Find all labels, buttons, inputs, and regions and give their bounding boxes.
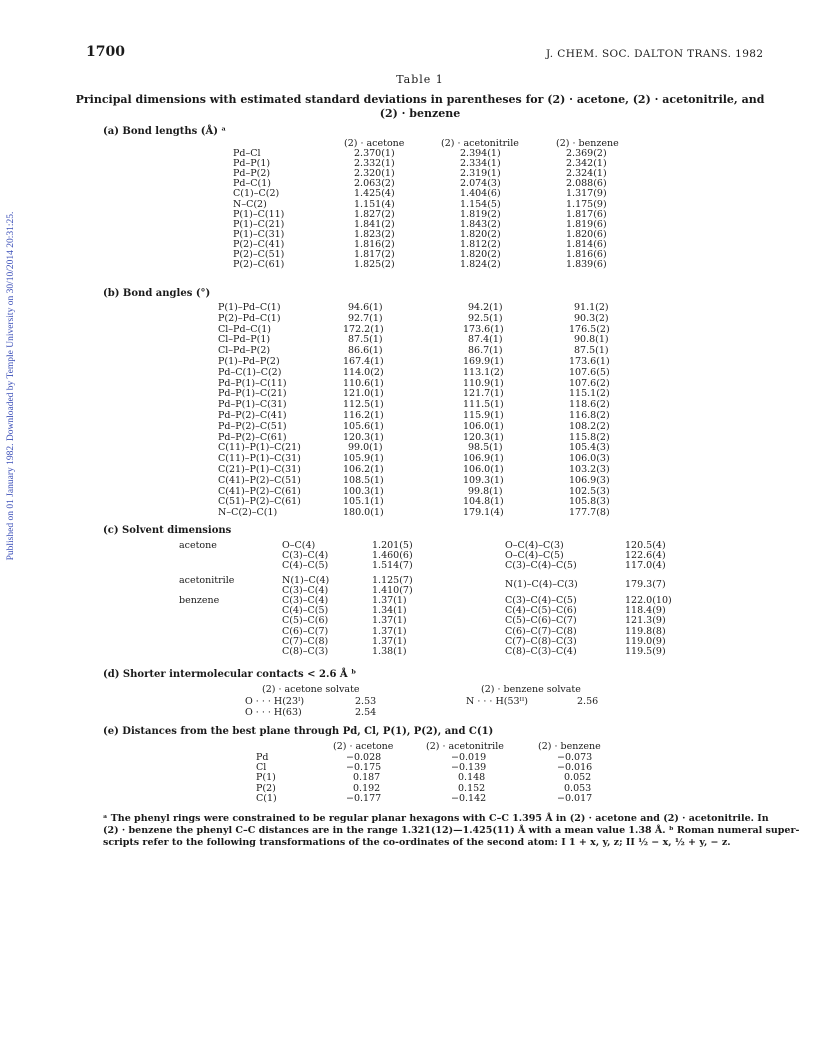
benzene-value: 118.6(2) (569, 399, 610, 411)
benzene-value: 2.324(1) (566, 168, 607, 180)
bond-label: P(1)–C(11) (233, 208, 285, 220)
acetone-value: 2.370(1) (354, 148, 395, 159)
contact-value: 2.53 (355, 696, 377, 707)
benzene-value: 116.8(2) (569, 410, 610, 421)
acetone-value: 110.6(1) (343, 377, 384, 389)
benzene-solvate-label: (2) · benzene solvate (481, 684, 581, 695)
plane-header-acetonitrile: (2) · acetonitrile (426, 741, 504, 752)
angle-label: C(11)–P(1)–C(31) (218, 453, 301, 465)
benzene-value: 87.5(1) (574, 345, 609, 357)
acetone-value: 172.2(1) (343, 323, 384, 335)
acetonitrile-value: 113.1(2) (463, 366, 504, 378)
benzene-value: 115.8(2) (569, 431, 610, 443)
solvent-bond-label: C(6)–C(7) (282, 625, 329, 637)
benzene-value: 1.839(6) (566, 259, 607, 271)
benzene-value: 107.6(2) (569, 377, 610, 389)
acetone-value: 105.1(1) (343, 496, 384, 508)
column-header-acetonitrile: (2) · acetonitrile (441, 138, 519, 149)
acetonitrile-value: −0.019 (451, 752, 487, 763)
footnote-line-1: ᵃ The phenyl rings were constrained to be regular planar hexagons with C–C 1.395 Å in (2) · acetone and (2) · acetonitrile. In (103, 813, 769, 824)
acetone-value: 112.5(1) (343, 399, 384, 411)
acetone-value: −0.028 (346, 752, 382, 763)
benzene-value: 177.7(8) (569, 507, 610, 519)
acetonitrile-value: 87.4(1) (468, 334, 503, 346)
acetone-value: 1.841(2) (354, 218, 395, 230)
benzene-value: 1.814(6) (566, 238, 607, 250)
angle-label: C(51)–P(2)–C(61) (218, 496, 301, 508)
solvent-bond-label: O–C(4) (282, 540, 316, 551)
benzene-value: 1.820(6) (566, 228, 607, 240)
contact-value: 2.54 (355, 706, 377, 718)
angle-label: Pd–P(1)–C(21) (218, 388, 287, 400)
acetone-value: 116.2(1) (343, 410, 384, 421)
acetonitrile-value: −0.139 (451, 762, 487, 774)
bond-label: Pd–P(1) (233, 158, 271, 170)
angle-label: Pd–P(2)–C(51) (218, 420, 287, 432)
acetone-value: 120.3(1) (343, 431, 384, 443)
solvent-name: benzene (179, 595, 220, 606)
solvent-angle-label: C(6)–C(7)–C(8) (505, 625, 577, 637)
solvent-bond-label: C(3)–C(4) (282, 550, 329, 562)
acetone-value: 105.9(1) (343, 453, 384, 465)
acetone-value: 1.823(2) (354, 228, 395, 240)
benzene-value: 176.5(2) (569, 323, 610, 335)
angle-label: Pd–P(1)–C(11) (218, 377, 287, 389)
benzene-value: 0.053 (564, 782, 592, 794)
acetonitrile-value: 1.824(2) (460, 259, 501, 271)
acetonitrile-value: 1.820(2) (460, 249, 501, 260)
angle-label: C(41)–P(2)–C(61) (218, 485, 301, 497)
solvent-name: acetone (179, 540, 217, 551)
solvent-angle-value: 119.0(9) (625, 635, 666, 647)
solvent-angle-value: 179.3(7) (625, 579, 666, 590)
download-notice-text: Published on 01 January 1982. Downloaded by Temple University on 30/10/2014 20:31:25. (6, 211, 16, 561)
solvent-bond-label: C(4)–C(5) (282, 605, 329, 617)
benzene-value: 1.819(6) (566, 218, 607, 230)
acetonitrile-value: 1.819(2) (460, 208, 501, 220)
acetonitrile-value: 106.9(1) (463, 453, 504, 465)
angle-label: Pd–P(2)–C(61) (218, 431, 287, 443)
acetone-value: 99.0(1) (348, 442, 383, 454)
section-a-heading: (a) Bond lengths (Å) ᵃ (103, 126, 227, 137)
acetone-value: −0.177 (346, 792, 382, 804)
acetonitrile-value: 115.9(1) (463, 410, 504, 421)
table-caption-line-1: Principal dimensions with estimated standard deviations in parentheses for (2) · acetone, (2) · acetonitrile, and (75, 93, 765, 106)
section-e-heading: (e) Distances from the best plane through Pd, Cl, P(1), P(2), and C(1) (103, 726, 494, 737)
bond-label: N–C(2) (233, 198, 267, 210)
bond-label: P(2)–C(41) (233, 238, 285, 250)
acetone-value: 105.6(1) (343, 420, 384, 432)
benzene-value: 105.4(3) (569, 442, 610, 454)
solvent-angle-label: C(4)–C(5)–C(6) (505, 605, 577, 617)
acetone-value: 1.827(2) (354, 208, 395, 220)
solvent-angle-label: C(3)–C(4)–C(5) (505, 560, 577, 572)
solvent-angle-label: C(5)–C(6)–C(7) (505, 615, 577, 627)
acetonitrile-value: 0.152 (458, 782, 486, 794)
acetonitrile-value: 98.5(1) (468, 442, 503, 454)
angle-label: Cl–Pd–C(1) (218, 323, 272, 335)
angle-label: P(1)–Pd–C(1) (218, 302, 281, 313)
solvent-angle-label: O–C(4)–C(5) (505, 550, 564, 562)
acetonitrile-value: 2.394(1) (460, 148, 501, 159)
solvent-bond-value: 1.125(7) (372, 575, 413, 586)
acetonitrile-value: 1.154(5) (460, 198, 501, 210)
acetonitrile-value: 106.0(1) (463, 420, 504, 432)
solvent-angle-value: 117.0(4) (625, 560, 666, 572)
acetone-value: −0.175 (346, 762, 382, 774)
atom-label: C(1) (256, 792, 277, 804)
angle-label: P(1)–Pd–P(2) (218, 356, 280, 367)
solvent-angle-value: 119.8(8) (625, 625, 666, 637)
solvent-bond-label: C(5)–C(6) (282, 615, 329, 627)
table-caption-line-2: (2) · benzene (379, 107, 461, 120)
bond-label: C(1)–C(2) (233, 188, 280, 200)
benzene-value: 0.052 (564, 772, 592, 784)
column-header-acetone: (2) · acetone (344, 138, 405, 149)
solvent-bond-value: 1.37(1) (372, 635, 407, 647)
benzene-value: 1.317(9) (566, 188, 607, 200)
solvent-angle-value: 122.6(4) (625, 550, 666, 562)
angle-label: Cl–Pd–P(2) (218, 345, 271, 357)
benzene-value: 107.6(5) (569, 366, 610, 378)
acetone-value: 1.825(2) (354, 259, 395, 271)
angle-label: P(2)–Pd–C(1) (218, 312, 281, 324)
acetone-value: 2.332(1) (354, 158, 395, 170)
solvent-bond-value: 1.410(7) (372, 585, 413, 597)
acetone-value: 108.5(1) (343, 474, 384, 486)
solvent-angle-value: 119.5(9) (625, 646, 666, 657)
benzene-value: 2.369(2) (566, 148, 607, 159)
acetone-value: 2.063(2) (354, 178, 395, 190)
acetone-value: 87.5(1) (348, 334, 383, 346)
solvent-angle-label: O–C(4)–C(3) (505, 540, 564, 551)
benzene-value: 90.8(1) (574, 334, 609, 346)
solvent-angle-label: C(7)–C(8)–C(3) (505, 635, 577, 647)
solvent-angle-value: 118.4(9) (625, 605, 666, 617)
solvent-bond-label: C(7)–C(8) (282, 635, 329, 647)
acetonitrile-value: 110.9(1) (463, 377, 504, 389)
benzene-value: 108.2(2) (569, 420, 610, 432)
acetone-value: 92.7(1) (348, 312, 383, 324)
solvent-angle-value: 122.0(10) (625, 595, 672, 606)
angle-label: C(41)–P(2)–C(51) (218, 474, 301, 486)
section-b-heading: (b) Bond angles (°) (103, 288, 211, 299)
acetone-value: 94.6(1) (348, 302, 383, 313)
acetonitrile-value: 106.0(1) (463, 464, 504, 475)
angle-label: Cl–Pd–P(1) (218, 334, 271, 346)
acetone-value: 121.0(1) (343, 388, 384, 400)
acetone-value: 1.151(4) (354, 198, 395, 210)
angle-label: Pd–P(1)–C(31) (218, 399, 287, 411)
acetone-value: 86.6(1) (348, 345, 383, 357)
angle-label: C(11)–P(1)–C(21) (218, 442, 301, 454)
acetone-value: 2.320(1) (354, 168, 395, 180)
acetonitrile-value: 99.8(1) (468, 485, 503, 497)
angle-label: Pd–P(2)–C(41) (218, 410, 287, 421)
acetonitrile-value: 1.404(6) (460, 188, 501, 200)
acetonitrile-value: 2.074(3) (460, 178, 501, 190)
solvent-bond-value: 1.34(1) (372, 605, 407, 617)
acetonitrile-value: 0.148 (458, 772, 486, 784)
acetonitrile-value: −0.142 (451, 792, 487, 804)
acetone-value: 0.192 (353, 782, 381, 794)
acetonitrile-value: 94.2(1) (468, 302, 503, 313)
acetone-value: 180.0(1) (343, 507, 384, 519)
acetonitrile-value: 104.8(1) (463, 496, 504, 508)
plane-header-acetone: (2) · acetone (333, 741, 394, 752)
acetonitrile-value: 173.6(1) (463, 323, 504, 335)
angle-label: N–C(2)–C(1) (218, 507, 278, 519)
benzene-value: 1.816(6) (566, 249, 607, 260)
solvent-angle-value: 121.3(9) (625, 615, 666, 627)
acetonitrile-value: 121.7(1) (463, 388, 504, 400)
bond-label: Pd–P(2) (233, 168, 271, 180)
benzene-value: −0.017 (557, 792, 593, 804)
acetone-value: 0.187 (353, 772, 381, 784)
solvent-bond-value: 1.37(1) (372, 595, 407, 606)
solvent-angle-label: N(1)–C(4)–C(3) (505, 579, 578, 590)
benzene-value: 1.175(9) (566, 198, 607, 210)
bond-label: P(1)–C(31) (233, 228, 285, 240)
acetonitrile-value: 179.1(4) (463, 507, 504, 519)
atom-label: Cl (256, 762, 267, 774)
acetonitrile-value: 1.843(2) (460, 218, 501, 230)
section-c-heading: (c) Solvent dimensions (103, 525, 232, 536)
atom-label: P(2) (256, 782, 276, 794)
footnote-line-3: scripts refer to the following transformations of the co-ordinates of the second atom: I 1 + x, y, z; II ½ − x, ½ + y, − z. (103, 837, 731, 848)
contact-label: N · · · H(53ᴵᴵ) (466, 696, 528, 707)
atom-label: P(1) (256, 772, 276, 784)
contact-label: O · · · H(63) (245, 706, 302, 718)
benzene-value: 115.1(2) (569, 388, 610, 400)
benzene-value: 105.8(3) (569, 496, 610, 508)
solvent-bond-value: 1.38(1) (372, 646, 407, 657)
benzene-value: 106.0(3) (569, 453, 610, 465)
solvent-bond-label: C(4)–C(5) (282, 560, 329, 572)
solvent-name: acetonitrile (179, 575, 235, 586)
benzene-value: 91.1(2) (574, 302, 609, 313)
solvent-bond-label: N(1)–C(4) (282, 575, 330, 586)
benzene-value: 1.817(6) (566, 208, 607, 220)
benzene-value: 90.3(2) (574, 312, 609, 324)
acetone-value: 1.816(2) (354, 238, 395, 250)
solvent-bond-value: 1.37(1) (372, 625, 407, 637)
acetone-solvate-label: (2) · acetone solvate (262, 684, 360, 695)
acetonitrile-value: 1.820(2) (460, 228, 501, 240)
benzene-value: 173.6(1) (569, 356, 610, 367)
angle-label: C(21)–P(1)–C(31) (218, 464, 301, 475)
benzene-value: −0.016 (557, 762, 593, 774)
contact-label: O · · · H(23ᴵ) (245, 696, 305, 707)
benzene-value: 2.342(1) (566, 158, 607, 170)
acetonitrile-value: 2.334(1) (460, 158, 501, 170)
acetonitrile-value: 111.5(1) (463, 399, 504, 411)
acetone-value: 100.3(1) (343, 485, 384, 497)
benzene-value: −0.073 (557, 752, 593, 763)
acetone-value: 1.425(4) (354, 188, 395, 200)
table-title: Table 1 (396, 73, 444, 86)
solvent-bond-label: C(8)–C(3) (282, 646, 329, 657)
contact-value: 2.56 (577, 696, 599, 707)
bond-label: Pd–C(1) (233, 178, 271, 190)
solvent-bond-value: 1.201(5) (372, 540, 413, 551)
atom-label: Pd (256, 752, 269, 763)
acetonitrile-value: 169.9(1) (463, 356, 504, 367)
acetonitrile-value: 2.319(1) (460, 168, 501, 180)
benzene-value: 102.5(3) (569, 485, 610, 497)
solvent-bond-label: C(3)–C(4) (282, 595, 329, 606)
angle-label: Pd–C(1)–C(2) (218, 366, 282, 378)
acetonitrile-value: 109.3(1) (463, 474, 504, 486)
acetone-value: 167.4(1) (343, 356, 384, 367)
column-header-benzene: (2) · benzene (556, 138, 619, 149)
journal-header: J. CHEM. SOC. DALTON TRANS. 1982 (546, 48, 764, 60)
solvent-bond-value: 1.514(7) (372, 560, 413, 572)
acetonitrile-value: 1.812(2) (460, 238, 501, 250)
solvent-angle-label: C(8)–C(3)–C(4) (505, 646, 577, 657)
bond-label: Pd–Cl (233, 148, 261, 159)
benzene-value: 103.2(3) (569, 464, 610, 475)
acetonitrile-value: 86.7(1) (468, 345, 503, 357)
acetone-value: 114.0(2) (343, 366, 384, 378)
solvent-angle-label: C(3)–C(4)–C(5) (505, 595, 577, 606)
bond-label: P(2)–C(51) (233, 249, 285, 260)
solvent-bond-value: 1.460(6) (372, 550, 413, 562)
acetone-value: 1.817(2) (354, 249, 395, 260)
download-notice (4, 168, 18, 604)
section-d-heading: (d) Shorter intermolecular contacts < 2.6 Å ᵇ (103, 669, 357, 680)
footnote-line-2: (2) · benzene the phenyl C–C distances are in the range 1.321(12)—1.425(11) Å with a mean value 1.38 Å. ᵇ Roman numeral super- (103, 825, 800, 836)
acetone-value: 106.2(1) (343, 464, 384, 475)
solvent-bond-label: C(3)–C(4) (282, 585, 329, 597)
bond-label: P(2)–C(61) (233, 259, 285, 271)
bond-label: P(1)–C(21) (233, 218, 285, 230)
solvent-angle-value: 120.5(4) (625, 540, 666, 551)
solvent-bond-value: 1.37(1) (372, 615, 407, 627)
benzene-value: 106.9(3) (569, 474, 610, 486)
benzene-value: 2.088(6) (566, 178, 607, 190)
acetonitrile-value: 92.5(1) (468, 312, 503, 324)
plane-header-benzene: (2) · benzene (538, 741, 601, 752)
acetonitrile-value: 120.3(1) (463, 431, 504, 443)
page-number: 1700 (86, 44, 125, 60)
